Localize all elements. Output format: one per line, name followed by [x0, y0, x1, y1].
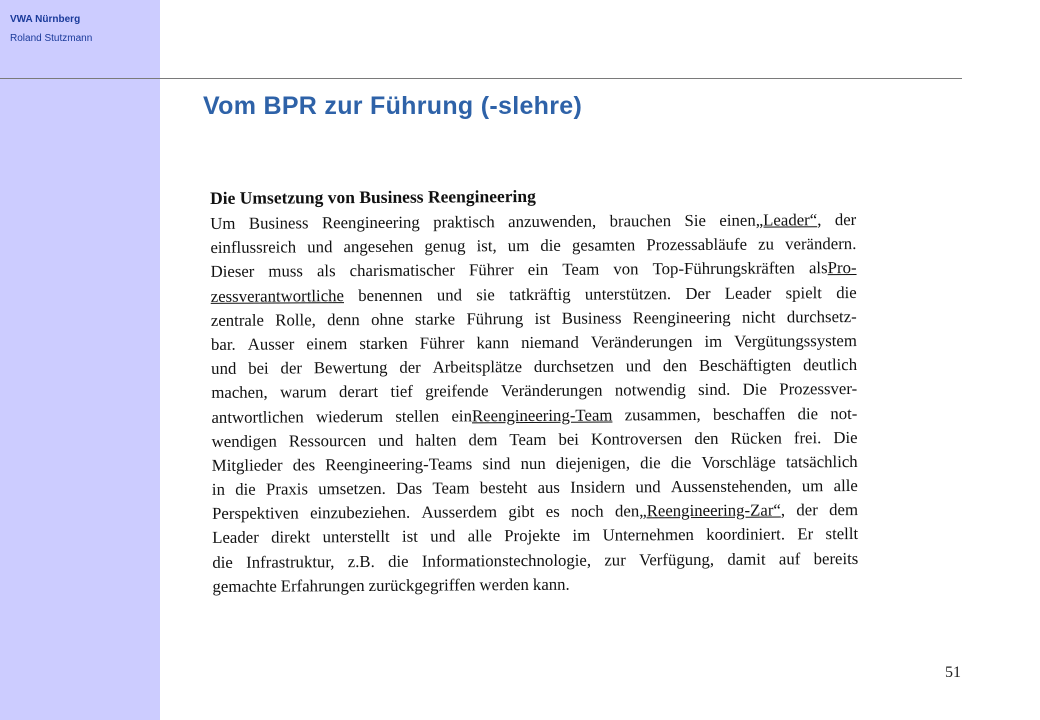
scan-word: anzuwenden, — [508, 211, 597, 232]
scan-word: und — [635, 477, 661, 497]
scan-word: zusammen, — [624, 404, 701, 424]
scan-word: Prozessabläufe — [646, 234, 748, 255]
scan-word: in — [211, 479, 226, 499]
scan-word: not- — [830, 403, 858, 423]
scan-word: dem — [468, 429, 498, 450]
scan-word: die — [235, 479, 256, 499]
scan-word: bei — [558, 429, 579, 449]
scan-word: direkt — [271, 527, 311, 548]
scan-word: Leader — [724, 283, 772, 303]
scan-word: Praxis — [265, 479, 309, 499]
scan-word: von — [613, 259, 639, 279]
scan-word: tatkräftig — [509, 284, 571, 304]
scan-word: niemand — [521, 332, 579, 352]
underlined-term: „Leader“ — [755, 210, 818, 230]
scan-word: ist, — [476, 236, 497, 256]
scan-word: Arbeitsplätze — [432, 357, 523, 377]
scan-word: Das — [396, 478, 423, 498]
scan-word: zu — [758, 234, 775, 254]
scan-word: Der — [685, 283, 711, 303]
scan-word: Sie — [684, 210, 707, 231]
scan-word: Er — [797, 524, 814, 544]
scan-word: die — [797, 403, 819, 423]
scan-word: ein — [527, 260, 549, 280]
scan-word: wiederum — [315, 406, 384, 426]
scan-word: aus — [537, 477, 560, 498]
scan-word: starken — [359, 333, 408, 353]
scan-word: durchsetz- — [786, 306, 857, 327]
scan-word: Ausser — [247, 334, 295, 354]
scan-word: und — [307, 237, 333, 257]
scan-word: brauchen — [609, 211, 672, 231]
scan-word: spielt — [785, 282, 822, 302]
scan-word: ist — [401, 527, 418, 547]
scan-word: beschaffen — [712, 403, 786, 424]
scan-word: Business — [561, 308, 622, 328]
scan-word: Informationstechnologie, — [421, 550, 592, 571]
scan-word: charismatischer — [349, 260, 455, 281]
scan-word: es — [545, 502, 560, 522]
scan-word: unterstellt — [322, 527, 390, 547]
scan-word: um — [507, 236, 530, 256]
scan-word: und — [378, 430, 404, 450]
scan-word: Team — [432, 478, 470, 498]
scan-word: tatsächlich — [785, 451, 858, 472]
scan-word: alsPro- — [808, 258, 857, 278]
scan-word: Beschäftigten — [698, 355, 792, 376]
scan-word: der — [796, 500, 818, 520]
scan-word: und — [430, 526, 456, 547]
scan-word: unterstützen. — [584, 283, 672, 304]
scan-word: Leader — [212, 528, 259, 548]
scan-word: ist — [534, 308, 551, 328]
scan-word: noch — [570, 501, 604, 521]
scanned-text-image — [200, 176, 863, 605]
scan-word: besteht — [479, 478, 528, 498]
scan-word: kann. — [532, 574, 570, 594]
scan-word: diejenigen, — [555, 453, 631, 473]
scan-word: Rücken — [730, 428, 782, 448]
scan-word: umsetzen. — [318, 478, 386, 499]
scan-word: antwortlichen — [211, 406, 304, 427]
scan-word: Erfahrungen — [280, 575, 365, 596]
scan-word: ohne — [371, 309, 404, 329]
scan-word: einen„Leader“, — [719, 210, 822, 230]
scan-word: Um — [210, 213, 236, 233]
header-divider — [0, 78, 962, 79]
scan-word: deutlich — [803, 355, 858, 375]
scan-line — [212, 571, 858, 599]
scan-word: Führer — [419, 333, 465, 353]
scan-word: den — [662, 356, 688, 376]
scan-word: gemachte — [212, 576, 277, 596]
scan-word: kann — [476, 333, 510, 353]
scan-word: der — [399, 357, 421, 377]
underlined-term: Reengineering-Team — [471, 404, 613, 425]
scan-word: praktisch — [433, 212, 495, 232]
scan-word: Führung — [466, 308, 524, 329]
scan-word: denn — [327, 309, 360, 329]
scan-word: alle — [833, 476, 858, 496]
scan-word: und — [625, 356, 652, 376]
scan-word: starke — [414, 309, 456, 329]
underlined-term: zessverantwortliche — [210, 285, 345, 306]
scan-word: die — [212, 552, 233, 572]
scan-word: alle — [467, 526, 492, 546]
scan-word: einzubeziehen. — [309, 502, 411, 523]
scan-word: nun — [520, 453, 546, 473]
scan-word: Führer — [468, 260, 514, 280]
scan-word: auf — [778, 548, 801, 569]
scan-word: Unternehmen — [602, 525, 694, 545]
page-number: 51 — [945, 664, 961, 681]
scan-word: und — [211, 358, 237, 379]
scan-word: den — [694, 428, 719, 448]
scan-word: einflussreich — [210, 237, 297, 258]
scan-word: Ausserdem — [421, 502, 498, 522]
scan-word: gesamten — [571, 235, 636, 255]
scan-word: im — [572, 526, 591, 546]
scan-word: machen, — [211, 382, 268, 403]
scan-word: bereits — [813, 548, 859, 568]
scan-word: wendigen — [211, 431, 277, 451]
scan-word: einem — [306, 334, 348, 354]
scan-word: Rolle, — [275, 310, 316, 330]
scan-word: halten — [415, 430, 457, 450]
scan-word: Reengineering — [632, 307, 731, 328]
scan-word: Infrastruktur, — [246, 551, 335, 572]
scan-word: Projekte — [504, 526, 561, 546]
scan-word: warum — [279, 382, 327, 402]
scan-word: Insidern — [570, 477, 626, 497]
scan-word: Vergütungssystem — [734, 330, 857, 351]
scan-word: Mitglieder — [211, 455, 283, 475]
scan-word: frei. — [793, 427, 822, 448]
organization-label: VWA Nürnberg — [10, 14, 81, 25]
scan-line — [212, 547, 858, 575]
scan-word: Veränderungen — [590, 331, 693, 352]
scan-word: Kontroversen — [590, 428, 683, 449]
scan-word: Aussenstehenden, — [670, 476, 792, 497]
scan-word: die — [540, 235, 561, 256]
scan-word: der — [280, 358, 303, 378]
scan-word: damit — [727, 549, 766, 569]
scan-word: angesehen — [343, 236, 414, 257]
scan-heading: Die Umsetzung von Business Reengineering — [210, 185, 536, 208]
scan-word: Reengineering — [321, 212, 420, 233]
scan-word: Veränderungen — [500, 380, 603, 401]
scan-word: durchsetzen — [533, 356, 615, 377]
scan-word: Ressourcen — [288, 430, 367, 451]
scan-word: notwendig — [614, 380, 686, 400]
scan-word: die — [640, 453, 661, 473]
scan-word: im — [704, 331, 723, 351]
scan-word: benennen — [358, 285, 423, 305]
sidebar — [0, 0, 160, 720]
scan-body — [210, 208, 858, 599]
scan-word: der — [834, 209, 857, 230]
scan-word: zurückgegriffen — [368, 575, 476, 595]
scan-word: muss — [268, 261, 303, 281]
scan-word: Die — [742, 379, 767, 400]
scan-word: sind. — [698, 380, 731, 400]
scan-word: bei — [248, 358, 269, 378]
scan-word: sind — [482, 453, 511, 474]
scan-word: Prozessver- — [779, 379, 858, 399]
scan-word: stellt — [825, 524, 859, 544]
scan-word: Bewertung — [313, 357, 388, 378]
scan-word: des — [292, 455, 316, 475]
scan-word: den„Reengineering-Zar“, — [614, 500, 786, 521]
underlined-term: Pro- — [827, 258, 857, 278]
scan-word: um — [801, 476, 824, 496]
scan-word: Team — [562, 259, 600, 280]
scan-word: die — [670, 452, 692, 473]
scan-word: Dieser — [210, 262, 255, 282]
scan-word: Reengineering-Teams — [325, 454, 473, 475]
scan-word: werden — [479, 574, 529, 595]
scan-word: zur — [604, 550, 626, 570]
scan-word: z.B. — [347, 551, 375, 571]
scan-word: greifende — [425, 381, 489, 401]
scan-word: Die — [833, 427, 858, 447]
author-label: Roland Stutzmann — [10, 33, 93, 44]
scan-word: Vorschläge — [701, 452, 776, 472]
scan-word: tief — [390, 382, 413, 402]
scan-word: genug — [424, 236, 466, 256]
scan-word: als — [316, 261, 336, 281]
scan-word: verändern. — [785, 234, 857, 254]
scan-word: koordiniert. — [706, 524, 786, 545]
scan-word: bar. — [210, 334, 236, 354]
scan-word: derart — [338, 382, 379, 402]
scan-word: die — [836, 282, 857, 302]
scan-word: die — [388, 551, 409, 571]
scan-word: dem — [829, 500, 859, 520]
scan-word: zentrale — [210, 310, 265, 330]
scan-word: Team — [509, 429, 547, 449]
scan-word: einReengineering-Team — [451, 404, 613, 425]
slide-title: Vom BPR zur Führung (-slehre) — [203, 92, 583, 120]
scan-word: Business — [248, 213, 309, 233]
scan-word: gibt — [508, 502, 535, 522]
scan-word: Verfügung, — [638, 549, 715, 569]
scan-word — [211, 284, 344, 309]
scan-word: und — [436, 284, 463, 305]
scan-word: nicht — [741, 307, 776, 327]
scan-word: stellen — [395, 406, 440, 426]
underlined-term: „Reengineering-Zar“ — [639, 500, 781, 521]
scan-word: Top-Führungskräften — [652, 258, 795, 279]
scan-word: sie — [476, 284, 495, 304]
scan-word: Perspektiven — [211, 503, 299, 524]
